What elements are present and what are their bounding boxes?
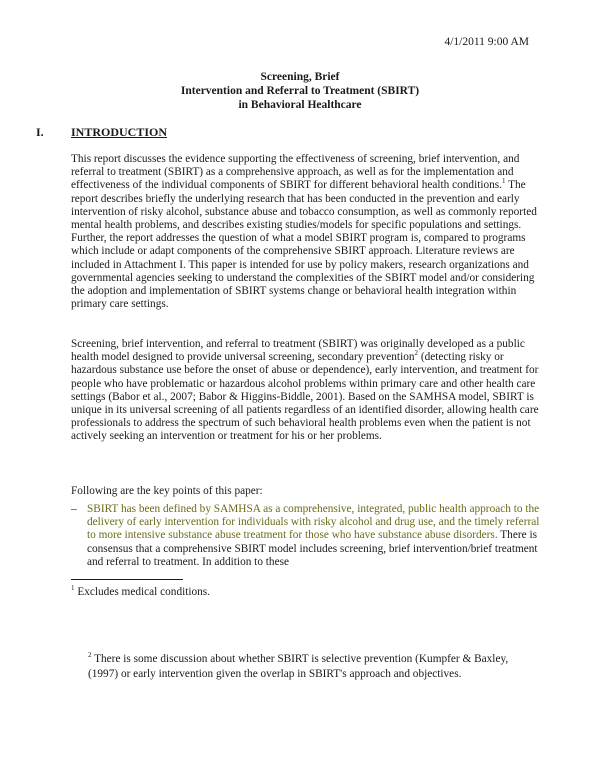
paragraph-intro (71, 153, 541, 311)
footnote-ref-2: 2 (414, 349, 419, 358)
title-line-2: Intervention and Referral to Treatment (SBIRT) (180, 85, 420, 97)
paragraph-intro-part-a: This report discusses the evidence supporting the effectiveness of screening, brief intervention, and referral to treatment (SBIRT) as a comprehensive approach, as well as for the implementation and effectiveness of the individual components of SBIRT for different behavioral health conditions. (71, 153, 520, 192)
paragraph-intro-part-b: The report describes briefly the underlying research that has been conducted in the prevention and early intervention of risky alcohol, substance abuse and tobacco consumption, as well as commonly reported mental health problems, and describes existing studies/models for specific populations and settings. Further, the report addresses the question of what a model SBIRT program is, compared to programs which include or adapt components of the comprehensive SBIRT approach. Literature reviews are included in Attachment I. This paper is intended for use by policy makers, research organizations and governmental agencies seeking to understand the complexities of the SBIRT model and/or considering the adoption and implementation of SBIRT systems change or behavioral health integration within primary care settings. (71, 179, 537, 311)
paragraph-key-points-intro: Following are the key points of this paper: (71, 485, 263, 497)
footnote-1-text: Excludes medical conditions. (74, 586, 211, 598)
section-heading (36, 125, 167, 140)
document-title (0, 70, 600, 112)
paragraph-origin-part-a: Screening, brief intervention, and referral to treatment (SBIRT) was originally developed as a public health model designed to provide universal screening, secondary prevention (71, 338, 525, 364)
bullet-dash: – (71, 503, 77, 515)
section-number: I. (36, 125, 44, 139)
bullet-text (87, 503, 541, 569)
key-point-bullet (71, 503, 541, 569)
section-name: INTRODUCTION (71, 125, 168, 139)
print-timestamp: 4/1/2011 9:00 AM (444, 36, 529, 48)
footnote-1 (71, 586, 210, 598)
paragraph-origin-part-b: (detecting risky or hazardous substance use before the onset of abuse or dependence), early intervention, and treatment for people who have problematic or hazardous alcohol problems within primary care and other health care settings (Babor et al., 2007; Babor & Higgins-Biddle, 2001). Based on the SAMHSA model, SBIRT is unique in its universal screening of all patients regardless of an identified disorder, allowing health care professionals to address the spectrum of such behavioral health problems even when the patient is not actively seeking an intervention or treatment for his or her problems. (71, 351, 539, 443)
title-line-1: Screening, Brief (260, 71, 340, 83)
footnote-2 (88, 652, 533, 682)
bullet-rest-text: There is consensus that a comprehensive SBIRT model includes screening, brief intervention/brief treatment and referral to treatment. In addition to these (87, 529, 538, 568)
footnote-1-number: 1 (71, 584, 75, 593)
title-line-3: in Behavioral Healthcare (238, 99, 362, 111)
bullet-highlighted-text: SBIRT has been defined by SAMHSA as a comprehensive, integrated, public health approach to the delivery of early intervention for individuals with risky alcohol and drug use, and the timely referral to more intensive substance abuse treatment for those who have substance abuse disorders. (87, 503, 540, 542)
footnote-ref-1: 1 (502, 177, 506, 186)
footnote-2-text: There is some discussion about whether SBIRT is selective prevention (Kumpfer & Baxley, (1997) or early intervention given the overlap in SBIRT's approach and objectives. (88, 653, 509, 680)
paragraph-sbirt-origin (71, 338, 541, 444)
footnote-2-number: 2 (88, 651, 92, 660)
footnote-divider (71, 579, 183, 580)
